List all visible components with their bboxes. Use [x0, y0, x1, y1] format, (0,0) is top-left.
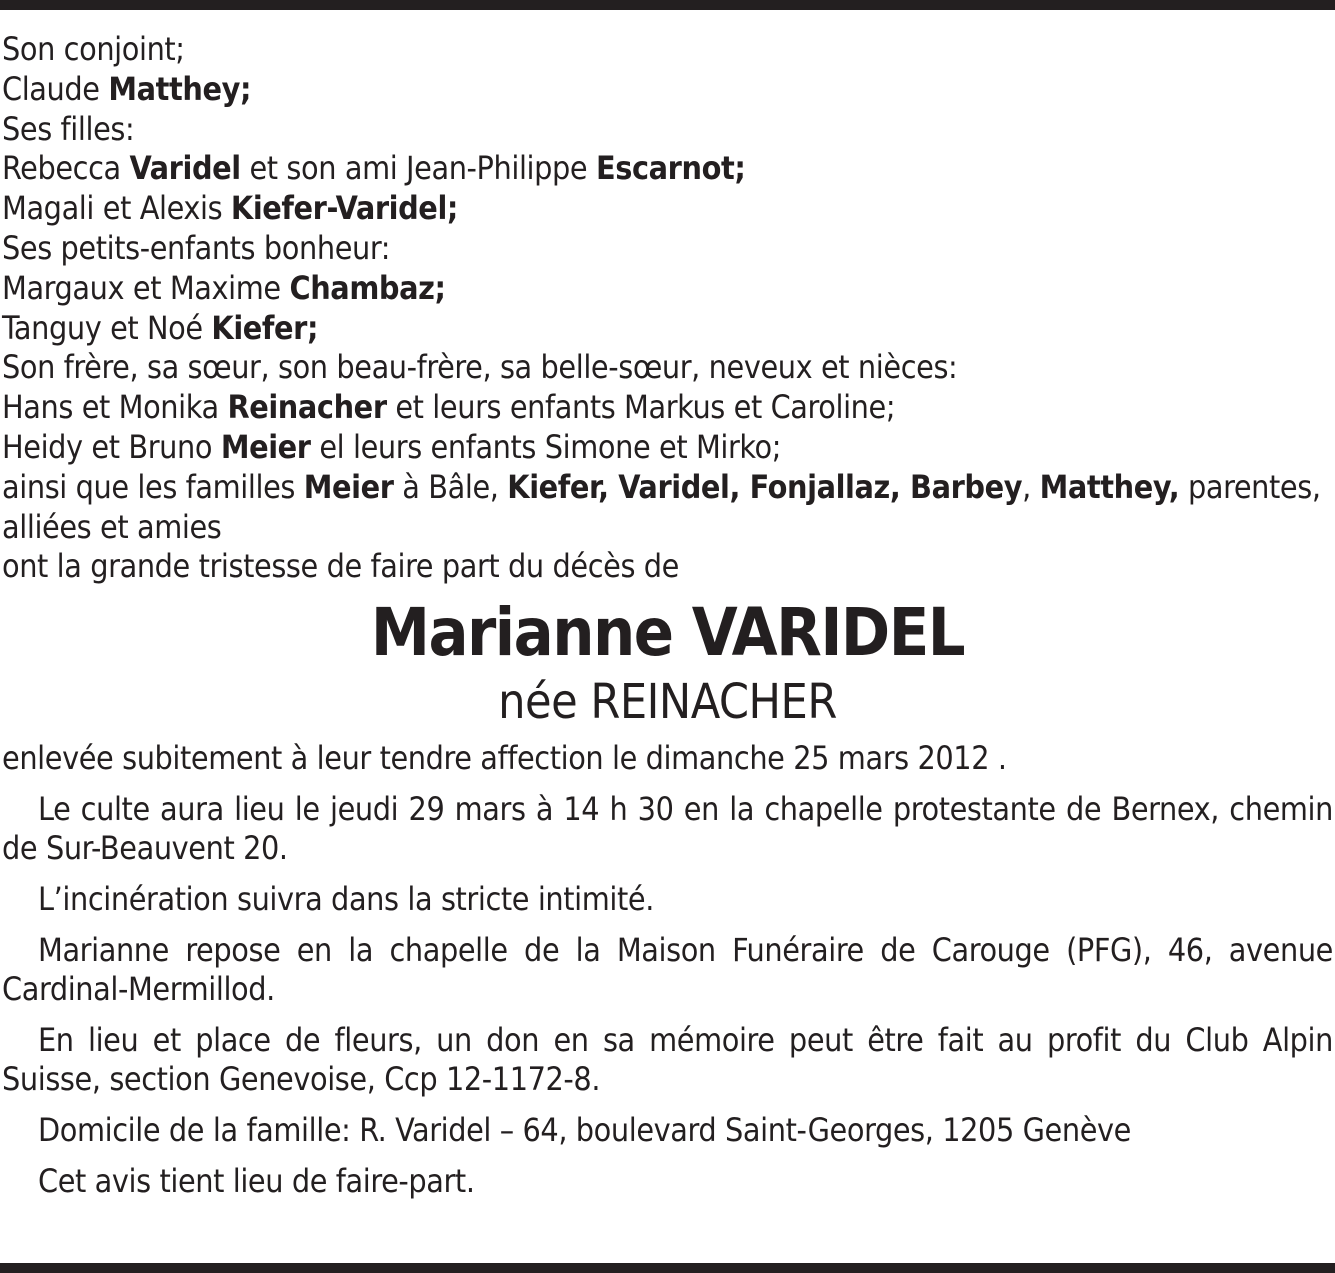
- family-text: Rebecca: [2, 149, 130, 188]
- family-text: ainsi que les familles: [2, 467, 304, 506]
- family-text: Hans et Monika: [2, 388, 228, 427]
- family-text: ont la grande tristesse de faire part du décès de: [2, 547, 679, 586]
- passing-announcement: enlevée subitement à leur tendre affection le dimanche 25 mars 2012 .: [2, 739, 1007, 778]
- family-surname: Meier: [220, 427, 311, 466]
- birth-name: née REINACHER: [498, 674, 837, 731]
- family-line: [2, 388, 1333, 428]
- family-line: [2, 229, 1333, 269]
- family-line: [2, 468, 1333, 548]
- family-list: [2, 30, 1333, 587]
- family-line: [2, 428, 1333, 468]
- cremation-paragraph: L’incinération suivra dans la stricte intimité.: [38, 880, 654, 919]
- family-line: [2, 110, 1333, 150]
- family-line: [2, 309, 1333, 349]
- family-text: parentes, alliées et amies: [2, 467, 1321, 546]
- family-text: et leurs enfants Markus et Caroline;: [386, 388, 896, 427]
- deceased-name: Marianne VARIDEL: [370, 594, 965, 672]
- family-line: [2, 348, 1333, 388]
- donation-paragraph: En lieu et place de fleurs, un don en sa mémoire peut être fait au profit du Club Alpin Suisse, section Genevoise, Ccp 12-1172-8.: [2, 1021, 1333, 1099]
- family-line: [2, 269, 1333, 309]
- family-surname: Reinacher: [227, 388, 387, 427]
- family-address-paragraph: Domicile de la famille: R. Varidel – 64, boulevard Saint-Georges, 1205 Genève: [38, 1111, 1131, 1150]
- family-line: [2, 547, 1333, 587]
- family-line: [2, 30, 1333, 70]
- family-surname: Matthey;: [108, 69, 252, 108]
- family-line: [2, 189, 1333, 229]
- top-border-rule: [0, 0, 1335, 10]
- family-text: Ses filles:: [2, 109, 135, 148]
- family-text: ,: [1022, 467, 1040, 506]
- family-surname: Kiefer, Varidel, Fonjallaz, Barbey: [507, 467, 1023, 506]
- family-text: Claude: [2, 69, 109, 108]
- family-line: [2, 70, 1333, 110]
- family-text: Magali et Alexis: [2, 189, 231, 228]
- notice-statement: Cet avis tient lieu de faire-part.: [38, 1162, 475, 1201]
- family-surname: Kiefer-Varidel;: [230, 189, 459, 228]
- family-surname: Escarnot;: [595, 149, 746, 188]
- family-surname: Kiefer;: [211, 308, 319, 347]
- family-text: et son ami Jean-Philippe: [240, 149, 596, 188]
- bottom-border-rule: [0, 1263, 1335, 1273]
- family-text: Ses petits-enfants bonheur:: [2, 228, 391, 267]
- family-text: Tanguy et Noé: [2, 308, 212, 347]
- family-surname: Matthey,: [1039, 467, 1180, 506]
- viewing-paragraph: Marianne repose en la chapelle de la Maison Funéraire de Carouge (PFG), 46, avenue Cardinal-Mermillod.: [2, 931, 1333, 1009]
- family-text: Heidy et Bruno: [2, 427, 221, 466]
- family-text: Son frère, sa sœur, son beau-frère, sa belle-sœur, neveux et nièces:: [2, 348, 958, 387]
- family-text: Son conjoint;: [2, 30, 185, 68]
- family-text: Margaux et Maxime: [2, 268, 290, 307]
- family-text: el leurs enfants Simone et Mirko;: [310, 427, 782, 466]
- family-surname: Varidel: [129, 149, 241, 188]
- family-surname: Chambaz;: [289, 268, 446, 307]
- family-surname: Meier: [303, 467, 394, 506]
- family-line: [2, 149, 1333, 189]
- obituary-notice: [2, 30, 1333, 1201]
- family-text: à Bâle,: [393, 467, 508, 506]
- service-paragraph: Le culte aura lieu le jeudi 29 mars à 14 h 30 en la chapelle protestante de Bernex, chemin de Sur-Beauvent 20.: [2, 790, 1333, 868]
